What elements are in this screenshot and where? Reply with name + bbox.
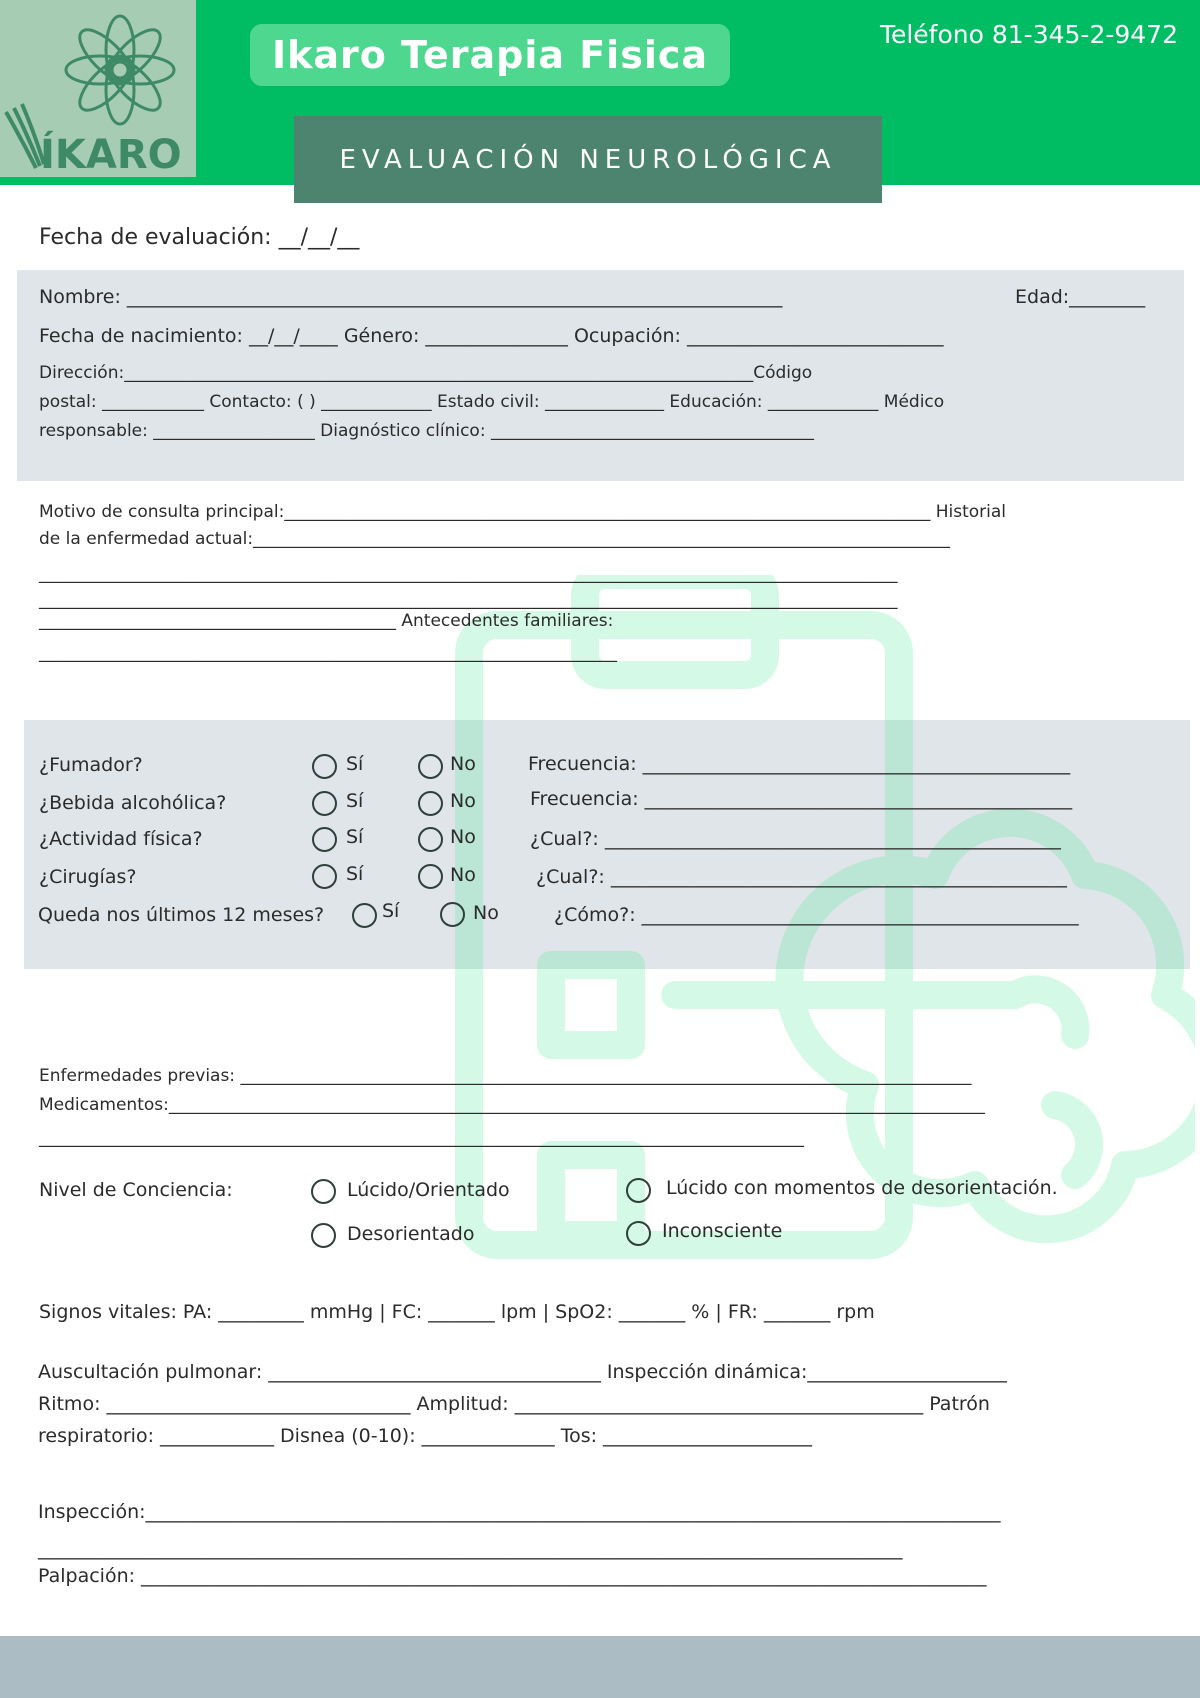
falls-how-field[interactable]: ¿Cómo?: ______________________________________________	[554, 904, 1079, 926]
falls-question: Queda nos últimos 12 meses?	[38, 904, 325, 926]
evaluation-title: EVALUACIÓN NEUROLÓGICA	[294, 116, 882, 203]
activity-yes-label: Sí	[346, 826, 364, 848]
alcohol-question: ¿Bebida alcohólica?	[39, 792, 227, 814]
falls-no-label: No	[473, 902, 499, 924]
evaluation-date[interactable]: Fecha de evaluación: __/__/__	[39, 225, 360, 250]
activity-no-radio[interactable]	[418, 827, 443, 852]
lucid-oriented-label: Lúcido/Orientado	[347, 1179, 510, 1201]
brand-title: Ikaro Terapia Fisica	[250, 24, 730, 86]
activity-question: ¿Actividad física?	[39, 828, 203, 850]
inspection-line[interactable]: ___________________________________________________________________________________________	[38, 1538, 903, 1560]
current-illness-field[interactable]: de la enfermedad actual:__________________________________________________________________________________	[39, 529, 951, 549]
address-field[interactable]: Dirección:__________________________________________________________________________Código	[39, 363, 813, 383]
alcohol-no-radio[interactable]	[418, 791, 443, 816]
activity-no-label: No	[450, 826, 476, 848]
inspection-field[interactable]: Inspección:__________________________________________________________________________________________	[38, 1501, 1001, 1523]
history-line[interactable]: _____________________________________________________________________________________________________	[39, 590, 898, 610]
smoker-question: ¿Fumador?	[39, 754, 143, 776]
respiratory-pattern-field[interactable]: respiratorio: ____________ Disnea (0-10): ______________ Tos: ______________________	[38, 1425, 813, 1447]
surgery-no-label: No	[450, 864, 476, 886]
rhythm-amplitude-field[interactable]: Ritmo: ________________________________ Amplitud: ___________________________________________ Patrón	[38, 1393, 990, 1415]
alcohol-yes-label: Sí	[346, 790, 364, 812]
falls-yes-radio[interactable]	[352, 903, 377, 928]
family-history-field[interactable]: __________________________________________ Antecedentes familiares:	[39, 611, 614, 631]
birthdate-gender-occupation-fields[interactable]: Fecha de nacimiento: __/__/____ Género: _______________ Ocupación: ___________________________	[39, 325, 944, 347]
smoker-frequency-field[interactable]: Frecuencia: _____________________________________________	[528, 753, 1071, 775]
medication-field[interactable]: Medicamentos:________________________________________________________________________________________________	[39, 1095, 985, 1115]
surgery-which-field[interactable]: ¿Cual?: ________________________________________________	[536, 866, 1067, 888]
history-line[interactable]: _____________________________________________________________________________________________________	[39, 564, 898, 584]
surgery-yes-radio[interactable]	[312, 864, 337, 889]
footer-bar	[0, 1636, 1200, 1698]
lung-auscultation-field[interactable]: Auscultación pulmonar: ___________________________________ Inspección dinámica:_____________________	[38, 1361, 1007, 1383]
smoker-no-radio[interactable]	[418, 754, 443, 779]
name-field[interactable]: Nombre: _____________________________________________________________________	[39, 286, 783, 308]
phone-number: Teléfono 81-345-2-9472	[879, 20, 1178, 49]
smoker-no-label: No	[450, 753, 476, 775]
svg-text:ÍKARO: ÍKARO	[40, 132, 182, 177]
smoker-yes-label: Sí	[346, 753, 364, 775]
surgery-question: ¿Cirugías?	[39, 866, 137, 888]
lucid-disoriented-moments-label: Lúcido con momentos de desorientación.	[666, 1177, 1058, 1199]
doctor-diagnosis-fields[interactable]: responsable: ___________________ Diagnóstico clínico: ______________________________________	[39, 421, 814, 441]
falls-no-radio[interactable]	[440, 902, 465, 927]
alcohol-frequency-field[interactable]: Frecuencia: _____________________________________________	[530, 788, 1073, 810]
unconscious-radio[interactable]	[626, 1221, 651, 1246]
lotus-logo-icon	[0, 0, 196, 177]
vital-signs-field[interactable]: Signos vitales: PA: _________ mmHg | FC: _______ lpm | SpO2: _______ % | FR: _______ rpm	[39, 1301, 875, 1323]
main-complaint-field[interactable]: Motivo de consulta principal:____________________________________________________________________________ Historial	[39, 502, 1007, 522]
surgery-yes-label: Sí	[346, 863, 364, 885]
medication-line[interactable]: __________________________________________________________________________________________	[39, 1128, 804, 1148]
disoriented-label: Desorientado	[347, 1223, 475, 1245]
palpation-field[interactable]: Palpación: _________________________________________________________________________________________	[38, 1565, 987, 1587]
activity-which-field[interactable]: ¿Cual?: ________________________________________________	[530, 828, 1061, 850]
postal-contact-civil-education-fields[interactable]: postal: ____________ Contacto: ( ) _____________ Estado civil: ______________ Educación: _____________ Médico	[39, 392, 945, 412]
lucid-disoriented-moments-radio[interactable]	[626, 1178, 651, 1203]
consciousness-label: Nivel de Conciencia:	[39, 1179, 233, 1201]
lucid-oriented-radio[interactable]	[311, 1179, 336, 1204]
alcohol-no-label: No	[450, 790, 476, 812]
smoker-yes-radio[interactable]	[312, 754, 337, 779]
unconscious-label: Inconsciente	[662, 1220, 783, 1242]
logo	[0, 0, 196, 177]
age-field[interactable]: Edad:________	[1015, 286, 1146, 308]
disoriented-radio[interactable]	[311, 1223, 336, 1248]
alcohol-yes-radio[interactable]	[312, 791, 337, 816]
surgery-no-radio[interactable]	[418, 864, 443, 889]
falls-yes-label: Sí	[382, 900, 400, 922]
activity-yes-radio[interactable]	[312, 827, 337, 852]
previous-illness-field[interactable]: Enfermedades previas: ______________________________________________________________________________________	[39, 1066, 972, 1086]
family-history-line[interactable]: ____________________________________________________________________	[39, 643, 617, 663]
